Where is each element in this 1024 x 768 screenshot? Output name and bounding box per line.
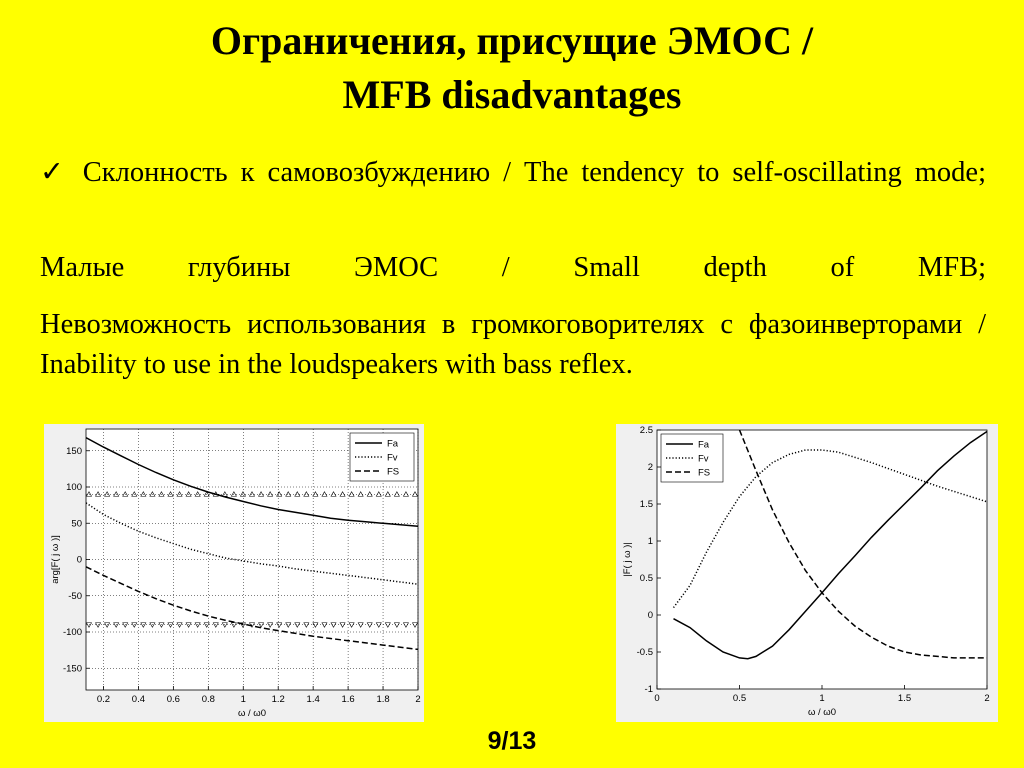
x-tick-label: 1 — [819, 693, 825, 704]
legend-label-fs: FS — [387, 466, 400, 478]
magnitude-chart-panel — [616, 424, 998, 722]
legend-label-fs: FS — [698, 467, 711, 479]
bullet-small-depth — [40, 248, 986, 288]
x-tick-label: 0.8 — [201, 694, 215, 705]
bullet-self-oscillation — [40, 153, 986, 193]
y-tick-label: -1 — [644, 684, 653, 695]
x-tick-label: 1.4 — [306, 694, 320, 705]
x-axis-label: ω / ω0 — [807, 707, 837, 718]
phase-chart-panel — [44, 424, 424, 722]
x-tick-label: 1.2 — [271, 694, 285, 705]
y-tick-label: 50 — [71, 518, 82, 530]
y-tick-label: 2 — [647, 462, 653, 473]
bullet-3-text: Невозможность использования в громкоговорителях с фазоинверторами / Inability to use in the loudspeakers with bass reflex. — [40, 309, 986, 380]
y-tick-label: 1 — [647, 536, 653, 547]
bullet-bass-reflex — [40, 305, 986, 385]
y-tick-label: -0.5 — [636, 647, 653, 658]
y-axis-label: arg[F( j ω )] — [50, 535, 61, 584]
x-tick-label: 1.5 — [897, 693, 912, 704]
title-line-1: Ограничения, присущие ЭМОС / — [210, 18, 814, 63]
bullet-2-text: Малые глубины ЭМОС / Small depth of MFB; — [40, 252, 986, 283]
checkmark-icon: ✓ — [40, 157, 70, 188]
y-tick-label: 2.5 — [639, 425, 653, 436]
x-tick-label: 1.6 — [341, 694, 355, 705]
title-line-2: MFB disadvantages — [342, 72, 682, 117]
legend-label-fa: Fa — [698, 439, 710, 451]
y-tick-label: -50 — [68, 590, 82, 602]
y-tick-label: 1.5 — [639, 499, 653, 510]
x-tick-label: 0 — [654, 693, 660, 704]
y-tick-label: -100 — [62, 627, 82, 638]
x-tick-label: 1 — [240, 694, 246, 705]
legend-label-fa: Fa — [387, 438, 399, 450]
y-tick-label: 0.5 — [639, 573, 653, 584]
x-tick-label: 2 — [984, 693, 990, 704]
x-tick-label: 0.2 — [96, 694, 111, 705]
page-number: 9/13 — [487, 727, 537, 755]
x-tick-label: 0.6 — [166, 694, 180, 705]
bullet-1-text: Склонность к самовозбуждению / The tendency to self-oscillating mode; — [69, 157, 986, 188]
legend-label-fv: Fv — [387, 452, 398, 464]
y-tick-label: 150 — [66, 445, 82, 457]
x-tick-label: 1.8 — [376, 694, 390, 705]
x-tick-label: 2 — [415, 694, 421, 705]
magnitude-chart — [616, 424, 998, 722]
y-tick-label: 0 — [76, 554, 82, 566]
phase-chart — [44, 424, 424, 722]
y-tick-label: 0 — [647, 610, 653, 621]
x-tick-label: 0.5 — [732, 693, 747, 704]
y-axis-label: |F( j ω )| — [622, 542, 633, 577]
y-tick-label: 100 — [66, 482, 82, 493]
legend-label-fv: Fv — [698, 453, 709, 465]
x-axis-label: ω / ω0 — [237, 708, 267, 719]
slide-title — [0, 14, 1024, 122]
x-tick-label: 0.4 — [131, 694, 146, 705]
y-tick-label: -150 — [62, 663, 82, 675]
